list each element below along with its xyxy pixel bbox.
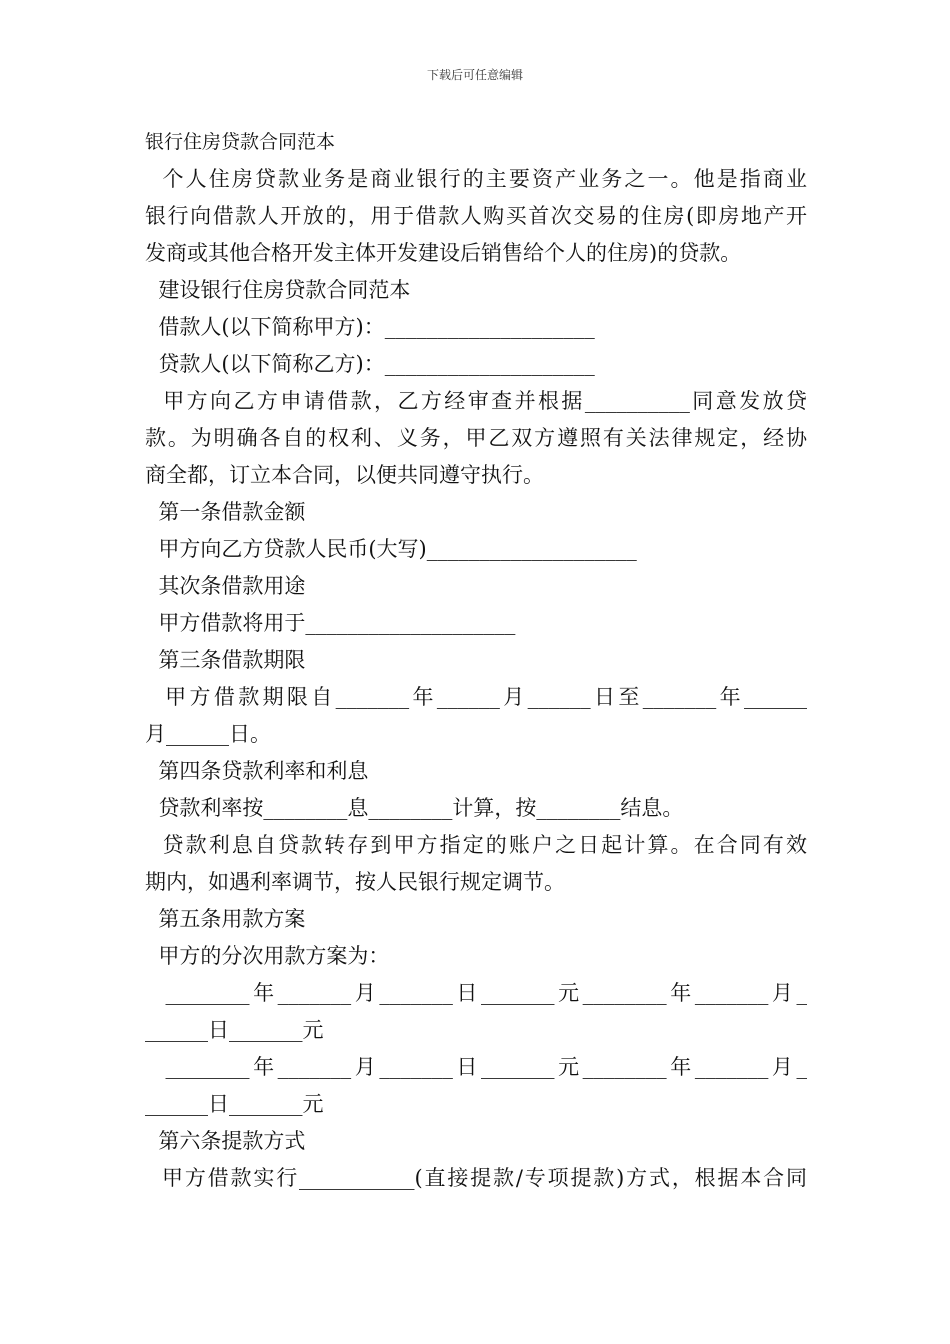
paragraph-line: 商全都，订立本合同，以便共同遵守执行。 <box>145 463 544 487</box>
paragraph-line: 贷款利息自贷款转存到甲方指定的账户之日起计算。在合同有效 <box>145 833 807 857</box>
paragraph-line: 期内，如遇利率调节，按人民银行规定调节。 <box>145 870 565 894</box>
borrower-field: 借款人(以下简称甲方)：____________________ <box>145 315 595 339</box>
section-title: 建设银行住房贷款合同范本 <box>145 278 411 302</box>
article-heading: 第四条贷款利率和利息 <box>145 759 369 783</box>
document-body <box>145 124 807 1197</box>
disbursement-plan-field: ______日_______元 <box>145 1018 324 1042</box>
disbursement-plan-field: ______日_______元 <box>145 1092 324 1116</box>
paragraph-line: 甲方向乙方申请借款，乙方经审查并根据__________同意发放贷 <box>145 389 807 413</box>
disbursement-plan-field: ________年_______月_______日_______元________年_______月_ <box>145 981 807 1005</box>
article-heading: 第六条提款方式 <box>145 1129 306 1153</box>
paragraph-line: 发商或其他合格开发主体开发建设后销售给个人的住房)的贷款。 <box>145 241 742 265</box>
disbursement-plan-field: ________年_______月_______日_______元________年_______月_ <box>145 1055 807 1079</box>
article-heading: 第一条借款金额 <box>145 500 306 524</box>
loan-purpose-field: 甲方借款将用于____________________ <box>145 611 516 635</box>
lender-field: 贷款人(以下简称乙方)：____________________ <box>145 352 595 376</box>
loan-amount-field: 甲方向乙方贷款人民币(大写)____________________ <box>145 537 637 561</box>
page-header-note: 下载后可任意编辑 <box>426 68 523 82</box>
paragraph-line: 款。为明确各自的权利、义务，甲乙双方遵照有关法律规定，经协 <box>145 426 807 450</box>
article-heading: 第五条用款方案 <box>145 907 306 931</box>
paragraph-line: 银行向借款人开放的，用于借款人购买首次交易的住房(即房地产开 <box>145 204 807 228</box>
loan-term-field: 月______日。 <box>145 722 271 746</box>
article-heading: 其次条借款用途 <box>145 574 306 598</box>
loan-term-field: 甲方借款期限自_______年______月______日至_______年______ <box>145 685 807 709</box>
interest-rate-field: 贷款利率按________息________计算，按________结息。 <box>145 796 684 820</box>
withdrawal-method-field: 甲方借款实行___________(直接提款/专项提款)方式，根据本合同 <box>145 1166 807 1190</box>
article-heading: 第三条借款期限 <box>145 648 306 672</box>
paragraph-line: 甲方的分次用款方案为： <box>145 944 390 968</box>
document-title: 银行住房贷款合同范本 <box>145 131 336 153</box>
paragraph-line: 个人住房贷款业务是商业银行的主要资产业务之一。他是指商业 <box>145 167 807 191</box>
